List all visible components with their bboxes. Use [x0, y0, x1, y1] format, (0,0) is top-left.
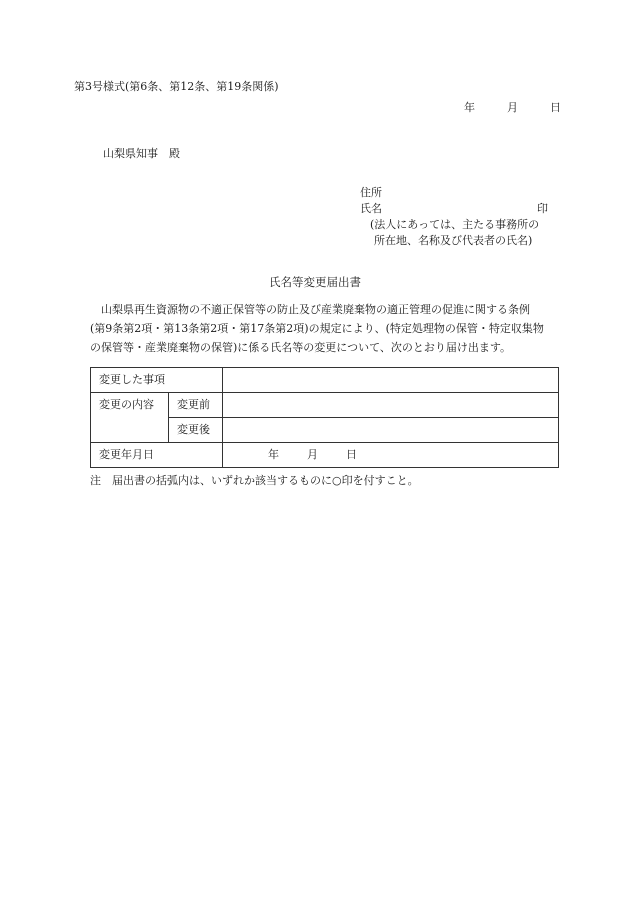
applicant-block	[360, 186, 550, 250]
date-year-label: 年	[464, 101, 475, 114]
name-row	[360, 202, 550, 218]
corporation-note-line2: 所在地、名称及び代表者の氏名)	[374, 234, 533, 247]
table-row	[91, 443, 559, 468]
changed-item-label: 変更した事項	[91, 368, 223, 393]
footnote: 注 届出書の括弧内は、いずれか該当するものに○印を付すこと。	[90, 474, 419, 487]
document-title: 氏名等変更届出書	[269, 275, 361, 289]
body-line-2: (第9条第2項・第13条第2項・第17条第2項)の規定により、(特定処理物の保管・特定収集物	[90, 322, 544, 335]
form-number: 第3号様式(第6条、第12条、第19条関係)	[74, 80, 279, 93]
body-line-1: 山梨県再生資源物の不適正保管等の防止及び産業廃棄物の適正管理の促進に関する条例	[101, 303, 530, 316]
table-row	[91, 368, 559, 393]
change-date-label: 変更年月日	[91, 443, 223, 468]
addressee: 山梨県知事 殿	[103, 147, 180, 160]
body-text	[90, 300, 562, 357]
seal-mark: 印	[537, 202, 548, 215]
change-date-month: 月	[307, 447, 318, 461]
address-row	[360, 186, 550, 202]
change-table	[90, 367, 559, 468]
before-field[interactable]	[223, 393, 559, 418]
before-label: 変更前	[169, 393, 223, 418]
date-month-label: 月	[507, 101, 518, 114]
submission-date	[464, 101, 561, 115]
body-line-3: の保管等・産業廃棄物の保管)に係る氏名等の変更について、次のとおり届け出ます。	[90, 341, 511, 354]
after-label: 変更後	[169, 418, 223, 443]
change-date-day: 日	[346, 447, 357, 461]
change-date-year: 年	[268, 447, 279, 461]
change-content-label: 変更の内容	[91, 393, 169, 443]
change-date-field[interactable]	[223, 443, 559, 468]
corporation-note-line1: (法人にあっては、主たる事務所の	[370, 218, 540, 231]
name-label: 氏名	[360, 202, 382, 215]
changed-item-field[interactable]	[223, 368, 559, 393]
after-field[interactable]	[223, 418, 559, 443]
address-label: 住所	[360, 186, 382, 199]
date-day-label: 日	[550, 101, 561, 114]
table-row	[91, 393, 559, 418]
